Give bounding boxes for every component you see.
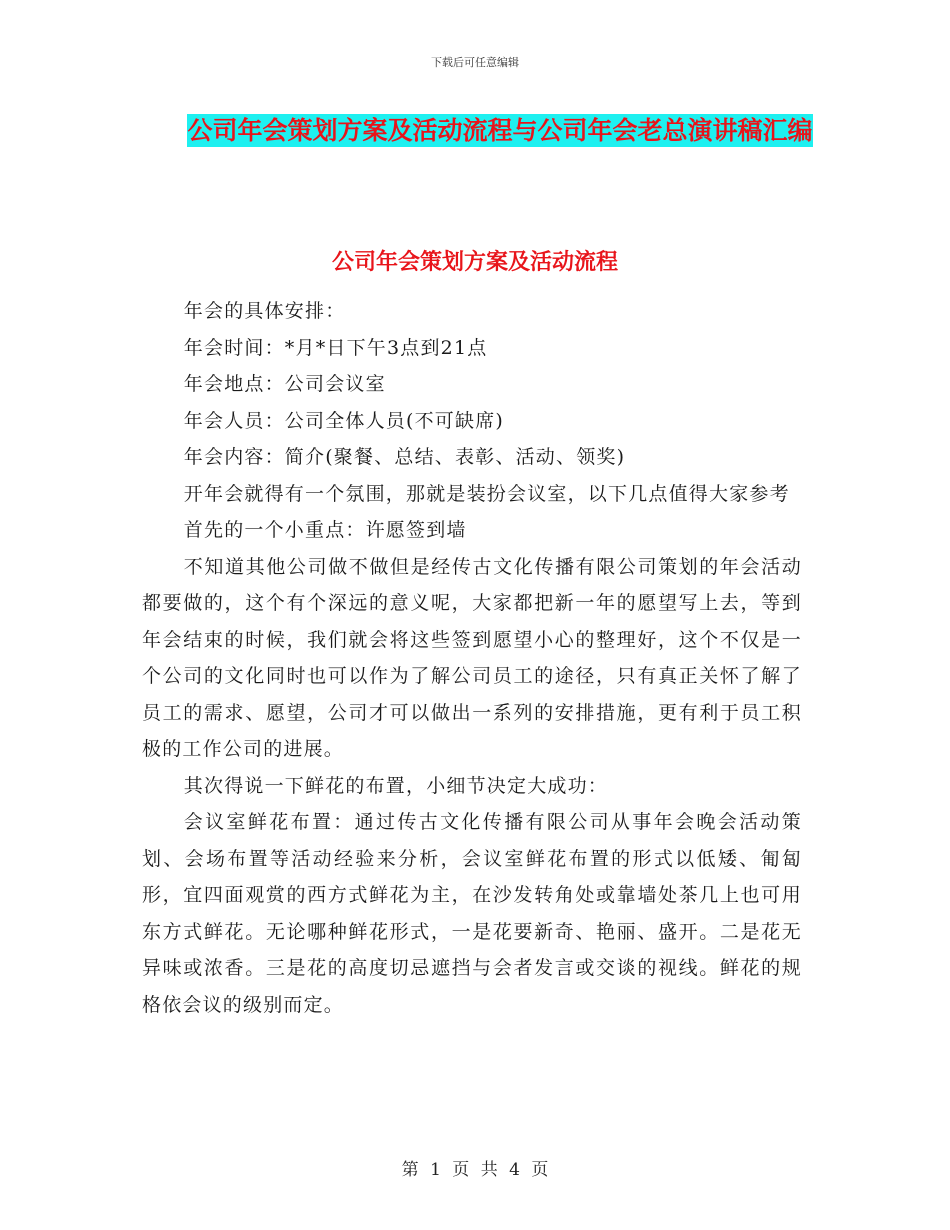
page-footer: 第 1 页 共 4 页 [401, 1160, 549, 1180]
paragraph: 开年会就得有一个氛围，那就是装扮会议室，以下几点值得大家参考 [183, 482, 790, 505]
document-title-text: 公司年会策划方案及活动流程与公司年会老总演讲稿汇编 [187, 116, 813, 145]
header-note: 下载后可任意编辑 [431, 56, 519, 69]
paragraph: 首先的一个小重点：许愿签到墙 [183, 519, 467, 541]
paragraph: 其次得说一下鲜花的布置，小细节决定大成功： [183, 774, 608, 797]
document-title [140, 108, 860, 153]
paragraph: 不知道其他公司做不做但是经传古文化传播有限公司策划的年会活动都要做的，这个有个深远的意义呢，大家都把新一年的愿望写上去，等到年会结束的时候，我们就会将这些签到愿望小心的整理好，这个不仅是一个公司的文化同时也可以作为了解公司员工的途径，只有真正关怀了解了员工的需求、愿望，公司才可以做出一系列的安排措施，更有利于员工积极的工作公司的进展。 [142, 555, 802, 760]
section-title: 公司年会策划方案及活动流程 [331, 250, 618, 275]
paragraph: 年会的具体安排： [183, 300, 346, 322]
paragraph: 年会地点：公司会议室 [183, 373, 386, 395]
paragraph: 会议室鲜花布置：通过传古文化传播有限公司从事年会晚会活动策划、会场布置等活动经验来分析，会议室鲜花布置的形式以低矮、匍匐形，宜四面观赏的西方式鲜花为主，在沙发转角处或靠墙处茶几上也可用东方式鲜花。无论哪种鲜花形式，一是花要新奇、艳丽、盛开。二是花无异味或浓香。三是花的高度切忌遮挡与会者发言或交谈的视线。鲜花的规格依会议的级别而定。 [142, 811, 802, 1016]
paragraph: 年会时间：*月*日下午3点到21点 [183, 336, 488, 359]
document-body [142, 293, 802, 1023]
paragraph: 年会人员：公司全体人员(不可缺席) [183, 409, 505, 432]
paragraph: 年会内容：简介(聚餐、总结、表彰、活动、领奖) [183, 446, 626, 468]
